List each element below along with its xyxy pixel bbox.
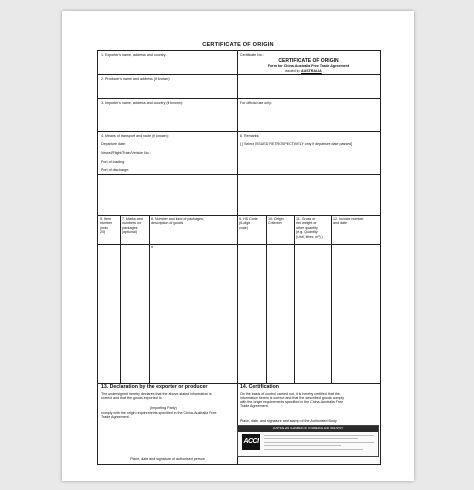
certificate-form: [97, 50, 381, 465]
certificate-title: CERTIFICATE OF ORIGIN: [278, 58, 339, 64]
issued-country: AUSTRALIA: [301, 69, 322, 73]
certification-text-3: with the origin requirements specified in the China-Australia Free: [240, 400, 344, 404]
certification-text-4: Trade Agreement.: [240, 404, 269, 408]
exporter-signature-label: Place, date and signature of authorised person: [130, 457, 205, 461]
col-item-number: 5. Item number (max 20): [100, 217, 113, 235]
col-description: 8. Number and kind of packages; description of goods: [151, 217, 204, 226]
official-use-label: For official use only:: [240, 101, 272, 105]
vessel-label: Vessel/Flight/Train/Vehicle No.:: [101, 151, 151, 155]
transport-label: 4. Means of transport and route (if known):: [101, 134, 169, 138]
col-hs-code: 9. HS Code (6-digit code): [239, 217, 258, 230]
acci-band-text: AUSTRALIAN CHAMBER OF COMMERCE AND INDUSTRY: [272, 427, 344, 430]
authorised-body-signature-label: Place, date, and signature and stamp of the Authorised Body: [240, 419, 337, 423]
acci-logo-icon: ACCI: [242, 434, 260, 450]
acci-stamp: [237, 425, 379, 457]
remarks-label: 6. Remarks:: [240, 134, 260, 138]
page-title: CERTIFICATE OF ORIGIN: [202, 42, 274, 48]
issued-in-label: Issued in:: [285, 69, 301, 73]
importing-party-label: (Importing Party): [150, 406, 177, 410]
certificate-number-label: Certificate No.:: [240, 53, 264, 57]
certification-text-2: information herein is correct and that the described goods comply: [240, 396, 345, 400]
producer-label: 2. Producer's name and address (if known):: [101, 77, 171, 81]
col-marks: 7. Marks and numbers on packages (optional): [122, 217, 143, 235]
col-origin-criterion: 10. Origin Criterion: [268, 217, 284, 226]
certification-text-1: On the basis of control carried out, it is hereby certified that the: [240, 392, 340, 396]
port-discharge-label: Port of discharge:: [101, 168, 130, 172]
declaration-title: 13. Declaration by the exporter or producer: [101, 384, 208, 390]
col-quantity: 11. Gross or net weight or other quantity (e.g. Quantity (Unit, litres, m³).): [296, 217, 323, 239]
col-invoice: 12. Invoice number and date: [333, 217, 364, 226]
document-page: [62, 11, 414, 481]
retrospective-option: [ ] Select ISSUED RETROSPECTIVELY only if departure date passed]: [240, 142, 353, 146]
declaration-text-1: The undersigned hereby declares that the above-stated information is: [101, 392, 212, 396]
exporter-label: 1. Exporter's name, address and country:: [101, 53, 167, 57]
declaration-text-2: correct and that the goods exported to: [101, 396, 162, 400]
form-for-label: Form for China-Australia Free Trade Agreement: [267, 64, 350, 68]
declaration-text-3: comply with the origin requirements specified in the China-Australia Free: [101, 411, 217, 415]
certification-title: 14. Certification: [240, 384, 279, 390]
port-loading-label: Port of loading:: [101, 160, 126, 164]
declaration-text-4: Trade Agreement.: [101, 415, 130, 419]
acci-address-lines: [264, 435, 374, 452]
importer-label: 3. Importer's name, address and country (if known):: [101, 101, 183, 105]
departure-date-label: Departure date:: [101, 142, 126, 146]
goods-marker: *: [151, 246, 153, 252]
